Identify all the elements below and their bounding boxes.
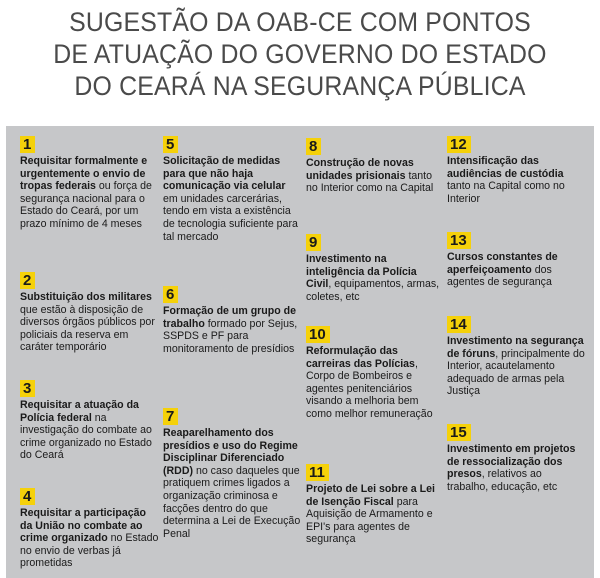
item-number-badge: 11 xyxy=(306,464,329,481)
item-bold-text: Investimento na inteligência da Polícia Civil xyxy=(306,253,417,291)
item-text xyxy=(306,345,444,421)
suggestion-item-2 xyxy=(20,272,160,354)
item-detail-text: tanto no Interior como na Capital xyxy=(306,169,434,195)
item-number-badge: 6 xyxy=(163,286,178,303)
item-bold-text: Formação de um grupo de trabalho xyxy=(163,305,297,330)
item-detail-text: , relativos ao trabalho, educação, etc xyxy=(447,468,558,493)
item-detail-text: em unidades carcerárias, tendo em vista a existência de tecnologia suficiente para tal mercado xyxy=(163,192,298,243)
item-text xyxy=(20,507,160,570)
title-line-2: DE ATUAÇÃO DO GOVERNO DO ESTADO xyxy=(53,39,547,69)
item-text xyxy=(163,155,301,243)
suggestions-panel xyxy=(6,126,594,578)
item-number-badge: 10 xyxy=(306,326,330,343)
suggestion-item-12 xyxy=(447,136,585,205)
item-bold-text: Requisitar formalmente e urgentemente o envio de tropas federais xyxy=(20,155,148,193)
item-text xyxy=(20,291,160,354)
item-bold-text: Reaparelhamento dos presídios e uso do Regime Disciplinar Diferenciado (RDD) xyxy=(163,427,298,477)
suggestion-item-7 xyxy=(163,408,301,540)
item-bold-text: Solicitação de medidas para que não haja comunicação via celular xyxy=(163,155,286,193)
item-bold-text: Investimento em projetos de ressocialização dos presos xyxy=(447,443,576,481)
item-detail-text: formado por Sejus, SSPDS e PF para monitoramento de presídios xyxy=(163,317,298,355)
suggestion-item-1 xyxy=(20,136,160,231)
item-number-badge: 15 xyxy=(447,424,471,441)
suggestion-item-9 xyxy=(306,234,444,303)
title-line-3: DO CEARÁ NA SEGURANÇA PÚBLICA xyxy=(74,71,526,101)
suggestion-item-13 xyxy=(447,232,585,289)
item-detail-text: no caso daqueles que pratiquem crimes ligados a organização criminosa e facções dentro do que determina a Lei de Execução Penal xyxy=(163,464,301,540)
item-text xyxy=(447,335,585,398)
page-title xyxy=(0,6,600,102)
item-detail-text: dos agentes de segurança xyxy=(447,263,552,289)
item-detail-text: no Estado no envio de verbas já prometidas xyxy=(20,532,159,570)
item-bold-text: Cursos constantes de aperfeiçoamento xyxy=(447,251,558,276)
item-detail-text: que estão à disposição de diversos órgãos públicos por policiais da reserva em caráter temporário xyxy=(20,303,155,354)
item-bold-text: Substituição dos militares xyxy=(20,291,152,303)
item-number-badge: 8 xyxy=(306,138,321,155)
item-number-badge: 7 xyxy=(163,408,178,425)
suggestion-item-8 xyxy=(306,138,444,195)
item-text xyxy=(447,155,585,205)
item-number-badge: 4 xyxy=(20,488,35,505)
item-text xyxy=(447,251,585,289)
item-bold-text: Intensificação das audiências de custódia xyxy=(447,155,564,180)
item-text xyxy=(163,305,301,355)
item-text xyxy=(306,253,444,303)
item-detail-text: , Corpo de Bombeiros e agentes penitenciários visando a melhoria bem como melhor remuneração xyxy=(306,357,433,420)
item-number-badge: 14 xyxy=(447,316,471,333)
item-bold-text: Investimento na segurança de fóruns xyxy=(447,335,584,360)
item-detail-text: , equipamentos, armas, coletes, etc xyxy=(306,278,440,303)
item-text xyxy=(20,155,160,231)
suggestion-item-14 xyxy=(447,316,585,398)
suggestion-item-11 xyxy=(306,464,444,546)
item-number-badge: 1 xyxy=(20,136,35,153)
suggestion-item-5 xyxy=(163,136,301,243)
title-line-1: SUGESTÃO DA OAB-CE COM PONTOS xyxy=(69,7,531,37)
item-bold-text: Reformulação das carreiras das Polícias xyxy=(306,345,415,370)
item-detail-text: tanto na Capital como no Interior xyxy=(447,180,565,205)
item-number-badge: 13 xyxy=(447,232,471,249)
suggestion-item-3 xyxy=(20,380,160,462)
suggestion-item-6 xyxy=(163,286,301,355)
item-bold-text: Requisitar a participação da União no combate ao crime organizado xyxy=(20,507,146,545)
item-detail-text: na investigação do combate ao crime organizado no Estado do Ceará xyxy=(20,411,152,462)
item-text xyxy=(306,157,444,195)
item-number-badge: 12 xyxy=(447,136,471,153)
item-bold-text: Projeto de Lei sobre a Lei de Isenção Fiscal xyxy=(306,483,435,508)
item-text xyxy=(20,399,160,462)
item-text xyxy=(306,483,444,546)
suggestion-item-10 xyxy=(306,326,444,421)
item-number-badge: 5 xyxy=(163,136,178,153)
item-detail-text: para Aquisição de Armamento e EPI's para agentes de segurança xyxy=(306,495,433,546)
item-number-badge: 2 xyxy=(20,272,35,289)
suggestion-item-4 xyxy=(20,488,160,570)
item-bold-text: Requisitar a atuação da Polícia federal xyxy=(20,399,139,424)
item-detail-text: , principalmente do Interior, acautelamento adequado de armas pela Justiça xyxy=(447,347,585,398)
item-text xyxy=(447,443,585,493)
item-bold-text: Construção de novas unidades prisionais xyxy=(306,157,414,182)
item-number-badge: 9 xyxy=(306,234,321,251)
item-detail-text: ou força de segurança nacional para o Estado do Ceará, por um prazo mínimo de 4 meses xyxy=(20,180,152,230)
item-number-badge: 3 xyxy=(20,380,35,397)
item-text xyxy=(163,427,301,540)
suggestion-item-15 xyxy=(447,424,585,493)
